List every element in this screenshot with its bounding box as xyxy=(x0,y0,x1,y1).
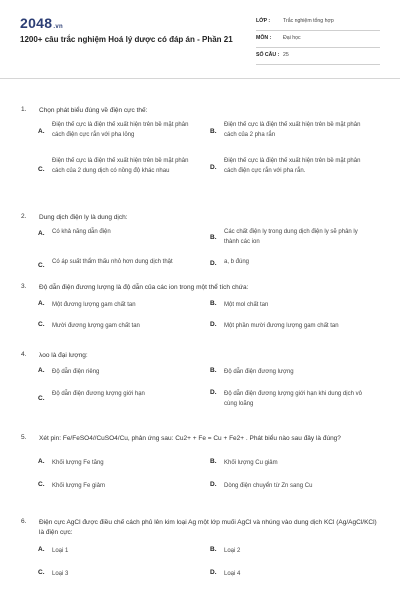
option-text: Điện thế cực là điện thế xuất hiện trên bề mặt phân cách điện cực rắn với pha rắn. xyxy=(224,158,361,174)
meta-row-subject xyxy=(256,31,380,48)
option-text: Độ dẫn điện đương lượng xyxy=(224,369,294,375)
option-text: Có áp suất thẩm thấu nhỏ hơn dung dịch thật xyxy=(52,259,173,265)
option-letter: D. xyxy=(210,260,217,267)
option-text: Độ dẫn điện riêng xyxy=(52,369,100,375)
option-text: Khối lượng Cu giảm xyxy=(224,460,278,466)
meta-row-class xyxy=(256,14,380,31)
meta-value: Trắc nghiệm tổng hợp xyxy=(283,18,334,24)
option-letter: B. xyxy=(210,458,217,465)
option-text: a, b đúng xyxy=(224,259,250,265)
question-text: λoo là đại lượng: xyxy=(39,352,88,359)
question-text: Xét pin: Fe/FeSO4//CuSO4/Cu, phản ứng sau: Cu2+ + Fe = Cu + Fe2+ . Phát biểu nào sau đây là đúng? xyxy=(39,435,341,442)
option-text: Khối lượng Fe giảm xyxy=(52,483,105,489)
question-number: 1. xyxy=(21,106,27,113)
meta-label: MÔN : xyxy=(256,35,272,41)
option-text: Điện thế cực là điện thế xuất hiện trên bề mặt phân cách điện cực rắn với pha lỏng xyxy=(52,122,189,138)
option-text: Một phần mười đương lượng gam chất tan xyxy=(224,323,339,329)
question-number: 5. xyxy=(21,434,27,441)
meta-info xyxy=(256,14,380,65)
option-letter: C. xyxy=(38,569,45,576)
option-text: Độ dẫn điện đương lượng giới hạn xyxy=(52,391,145,397)
option-letter: B. xyxy=(210,300,217,307)
option-letter: B. xyxy=(210,234,217,241)
meta-value: 25 xyxy=(283,52,289,58)
option-letter: C. xyxy=(38,166,45,173)
logo-suffix: .vn xyxy=(53,24,63,30)
logo-main: 2048 xyxy=(20,15,53,31)
option-letter: A. xyxy=(38,230,45,237)
option-letter: C. xyxy=(38,395,45,402)
question-text: Dung dịch điện ly là dung dịch: xyxy=(39,214,128,221)
option-letter: D. xyxy=(210,569,217,576)
option-letter: B. xyxy=(210,546,217,553)
option-letter: D. xyxy=(210,481,217,488)
meta-label: SỐ CÂU : xyxy=(256,52,280,58)
option-text: Loại 2 xyxy=(224,548,241,554)
option-text: Loại 3 xyxy=(52,571,69,577)
question-text: Chọn phát biểu đúng về điện cực thế: xyxy=(39,107,148,114)
option-letter: A. xyxy=(38,367,45,374)
option-letter: D. xyxy=(210,321,217,328)
site-logo[interactable] xyxy=(20,15,63,31)
option-text: Khối lượng Fe tăng xyxy=(52,460,104,466)
header xyxy=(0,0,400,78)
option-letter: D. xyxy=(210,389,217,396)
question-number: 3. xyxy=(21,283,27,290)
option-text: Có khả năng dẫn điện xyxy=(52,229,111,235)
option-letter: B. xyxy=(210,367,217,374)
option-letter: A. xyxy=(38,458,45,465)
option-text: Mười đương lượng gam chất tan xyxy=(52,323,140,329)
option-text: Loại 1 xyxy=(52,548,69,554)
meta-row-count xyxy=(256,48,380,65)
question-text: Điện cực AgCl được điều chế cách phủ lên kim loại Ag một lớp muối AgCl và nhúng vào dung dịch KCl (Ag/AgCl/KCl) là điện cực: xyxy=(39,519,377,536)
question-number: 4. xyxy=(21,351,27,358)
option-text: Một mol chất tan xyxy=(224,302,269,308)
option-text: Một đương lượng gam chất tan xyxy=(52,302,136,308)
option-letter: C. xyxy=(38,262,45,269)
option-text: Dòng điện chuyển từ Zn sang Cu xyxy=(224,483,313,489)
question-text: Độ dẫn điện đương lượng là độ dẫn của các ion trong một thể tích chứa: xyxy=(39,284,249,291)
option-text: Điện thế cực là điện thế xuất hiện trên bề mặt phân cách của 2 pha rắn xyxy=(224,122,361,138)
question-number: 2. xyxy=(21,213,27,220)
meta-label: LỚP : xyxy=(256,18,271,24)
option-text: Độ dẫn điện đương lượng giới hạn khi dung dịch vô cùng loãng xyxy=(224,391,362,407)
document-title: 1200+ câu trắc nghiệm Hoá lý dược có đáp án - Phần 21 xyxy=(20,35,233,44)
option-text: Các chất điện ly trong dung dịch điện ly sẽ phân ly thành các ion xyxy=(224,229,358,245)
question-number: 6. xyxy=(21,518,27,525)
header-divider xyxy=(0,78,400,79)
option-text: Loại 4 xyxy=(224,571,241,577)
option-letter: A. xyxy=(38,546,45,553)
option-letter: C. xyxy=(38,481,45,488)
option-letter: D. xyxy=(210,164,217,171)
option-letter: A. xyxy=(38,300,45,307)
option-letter: C. xyxy=(38,321,45,328)
option-letter: A. xyxy=(38,128,45,135)
option-text: Điện thế cực là điện thế xuất hiện trên bề mặt phân cách của 2 dung dịch có nồng độ khác nhau xyxy=(52,158,189,174)
option-letter: B. xyxy=(210,128,217,135)
meta-value: Đại học xyxy=(283,35,301,41)
